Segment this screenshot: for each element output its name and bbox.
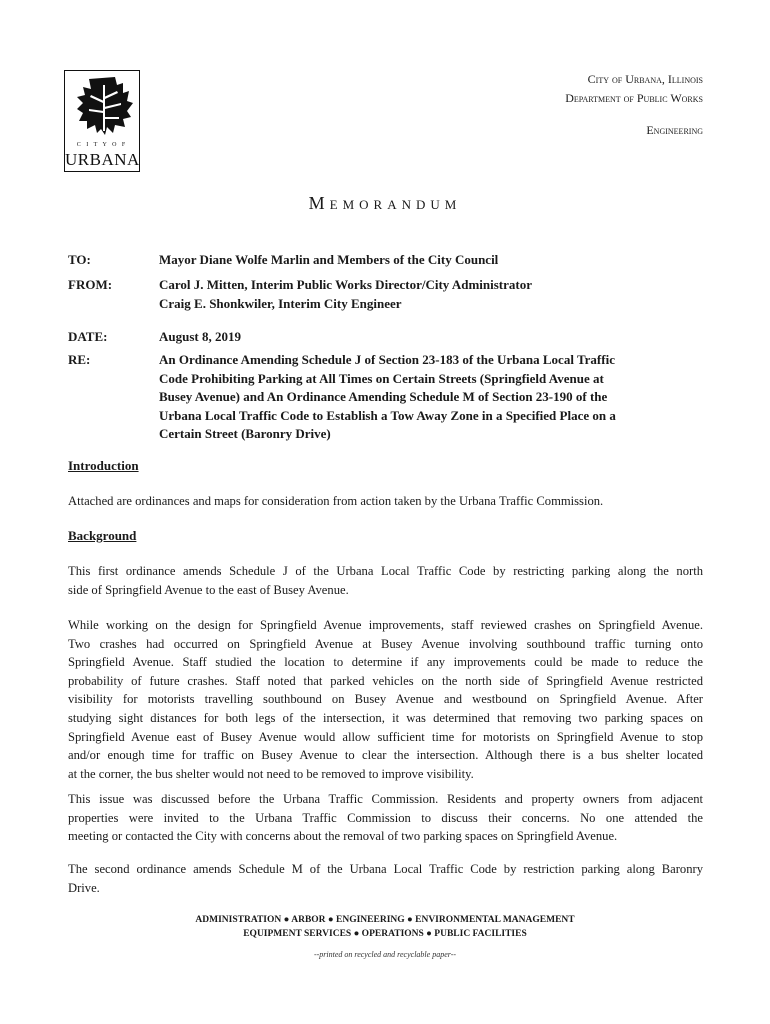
- from-label: FROM:: [68, 277, 113, 292]
- paragraph-line: probability of future crashes. Staff noted that parked vehicles on the north side of Springfield Avenue restricted: [68, 673, 703, 688]
- paragraph-line: While working on the design for Springfield Avenue improvements, staff reviewed crashes on Springfield Avenue.: [68, 618, 703, 632]
- to-value: Mayor Diane Wolfe Marlin and Members of the City Council: [159, 252, 499, 267]
- division-name: Engineering: [646, 123, 703, 137]
- paragraph-line: visibility for motorists travelling southbound on Busey Avenue and westbound on Springfield Avenue. After: [68, 692, 703, 707]
- paragraph-line: Attached are ordinances and maps for consideration from action taken by the Urbana Traffic Commission.: [68, 494, 604, 508]
- footer-line: EQUIPMENT SERVICES ● OPERATIONS ● PUBLIC FACILITIES: [243, 929, 527, 939]
- paragraph-line: This issue was discussed before the Urbana Traffic Commission. Residents and property owners from adjacent: [68, 792, 703, 806]
- background-heading: Background: [68, 528, 137, 543]
- introduction-paragraph: [68, 492, 703, 511]
- re-line: Urbana Local Traffic Code to Establish a Tow Away Zone in a Specified Place on a: [159, 407, 616, 423]
- city-logo: [64, 70, 140, 172]
- background-paragraph-2: [68, 616, 703, 783]
- background-paragraph-3: [68, 790, 703, 846]
- footer-divisions: [0, 913, 770, 941]
- re-line: Busey Avenue) and An Ordinance Amending Schedule M of Section 23-190 of the: [159, 389, 608, 404]
- department-name: Department of Public Works: [565, 91, 703, 105]
- paragraph-line: This first ordinance amends Schedule J of the Urbana Local Traffic Code by restricting parking along the north: [68, 564, 703, 578]
- city-name: City of Urbana, Illinois: [587, 72, 703, 86]
- paragraph-line: The second ordinance amends Schedule M of the Urbana Local Traffic Code by restriction parking along Baronry: [68, 862, 703, 876]
- from-line: Carol J. Mitten, Interim Public Works Director/City Administrator: [159, 277, 532, 292]
- from-line: Craig E. Shonkwiler, Interim City Engineer: [159, 295, 402, 311]
- paragraph-line: Springfield Avenue. Staff studied the location to determine if any improvements could be made to reduce the: [68, 655, 703, 670]
- memo-title: Memorandum: [308, 193, 462, 213]
- paragraph-line: meeting or contacted the City with concerns about the removal of two parking spaces on Springfield Avenue.: [68, 829, 618, 844]
- re-line: Code Prohibiting Parking at All Times on Certain Streets (Springfield Avenue at: [159, 370, 604, 386]
- paragraph-line: Springfield Avenue east of Busey Avenue would allow sufficient time for motorists on Springfield Avenue to stop: [68, 729, 703, 744]
- paragraph-line: at the corner, the bus shelter would not need to be removed to improve visibility.: [68, 766, 474, 781]
- background-paragraph-1: [68, 562, 703, 599]
- footer-line: ADMINISTRATION ● ARBOR ● ENGINEERING ● ENVIRONMENTAL MANAGEMENT: [195, 915, 575, 925]
- date-label: DATE:: [68, 329, 108, 344]
- oak-leaf-icon: [65, 71, 141, 143]
- re-label: RE:: [68, 352, 91, 367]
- introduction-heading: Introduction: [68, 458, 139, 473]
- paragraph-line: properties were invited to the Urbana Traffic Commission to discuss their concerns. No one attended the: [68, 810, 703, 825]
- paragraph-line: Drive.: [68, 880, 100, 895]
- logo-city-of-text: C I T Y O F: [76, 142, 128, 148]
- re-line: An Ordinance Amending Schedule J of Section 23-183 of the Urbana Local Traffic: [159, 352, 615, 367]
- paragraph-line: Two crashes had occurred on Springfield Avenue at Busey Avenue involving southbound traffic turning onto: [68, 636, 703, 651]
- department-heading: [565, 70, 703, 108]
- printed-note: --printed on recycled and recyclable paper--: [313, 950, 457, 959]
- re-line: Certain Street (Baronry Drive): [159, 426, 331, 441]
- paragraph-line: and/or enough time for traffic on Busey Avenue to clear the intersection. Although there is a bus shelter located: [68, 748, 703, 763]
- logo-urbana-text: URBANA: [65, 150, 140, 169]
- paragraph-line: studying sight distances for both legs of the intersection, it was determined that removing two parking spaces on: [68, 710, 703, 725]
- paragraph-line: side of Springfield Avenue to the east of Busey Avenue.: [68, 582, 349, 597]
- background-paragraph-4: [68, 860, 703, 897]
- to-label: TO:: [68, 252, 91, 267]
- date-value: August 8, 2019: [159, 329, 241, 344]
